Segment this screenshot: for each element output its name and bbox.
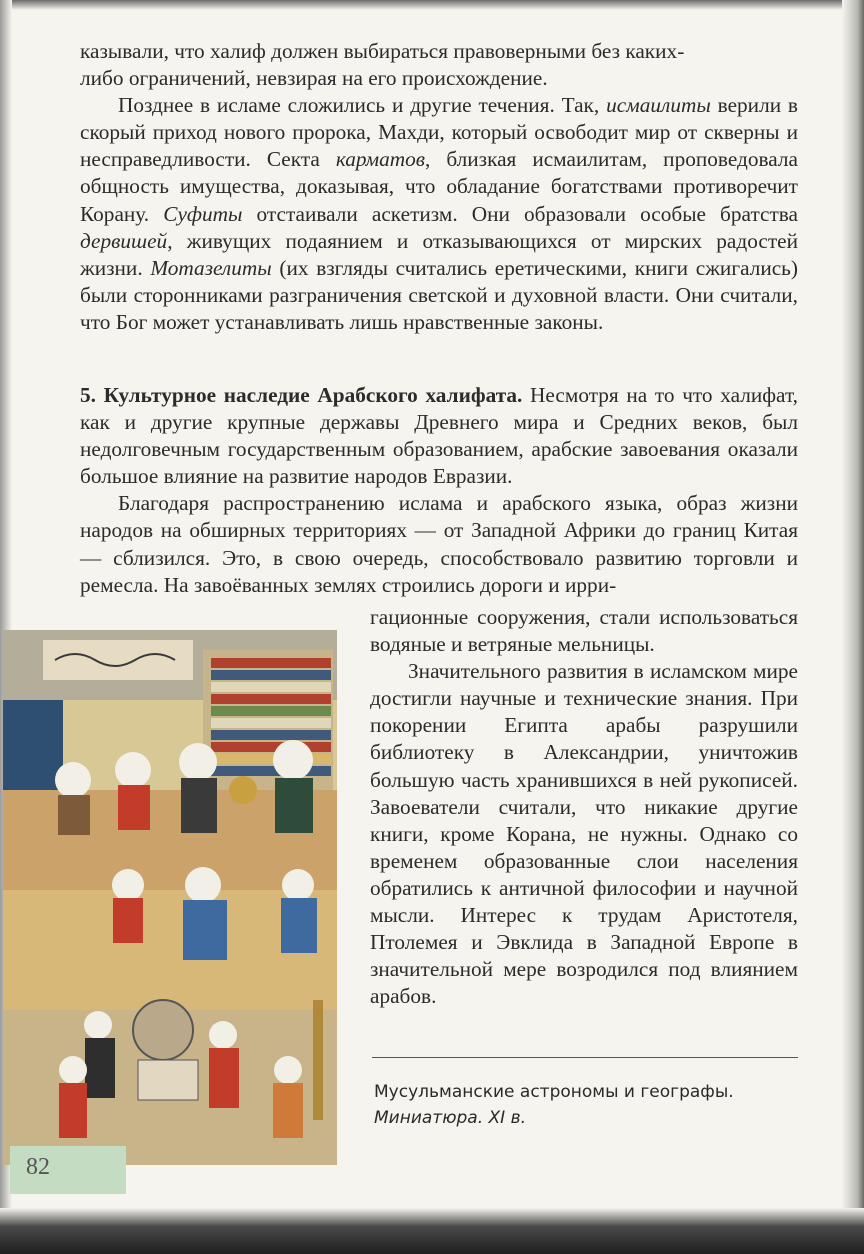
figure-caption [374, 1079, 804, 1131]
text-run: верили в скорый приход нового пророка, Махди, который освободит мир от скверны и несправедливости. Секта [80, 93, 798, 172]
text-run: , близкая исмаилитам, проповедовала общность имущества, доказывая, что обладание богатствами противоречит Корану. [80, 147, 798, 226]
scan-edge-top [0, 0, 864, 10]
line: либо ограничений, невзирая на его происхождение. [80, 66, 548, 91]
text-block-section5 [80, 382, 798, 599]
paragraph-spread-of-islam: Благодаря распространению ислама и арабского языка, образ жизни народов на обширных территориях — от Западной Африки до границ Китая — сблизился. Это, в свою очередь, способствовало развитию торговли и ремесла. На завоёванных землях строились дороги и ирри- [80, 491, 798, 597]
term-mutazilites: Мотазелиты [150, 255, 272, 280]
text-run: (их взгляды считались еретическими, книги сжигались) были сторонниками разграничения светской и духовной власти. Они считали, что Бог может устанавливать лишь нравственные законы. [80, 255, 798, 334]
scan-edge-right [842, 0, 864, 1254]
term-dervishes: дервишей [80, 228, 168, 253]
miniature-illustration [3, 630, 337, 1165]
paragraph-irrigation-end: гационные сооружения, стали использоваться водяные и ветряные мельницы. [370, 605, 798, 657]
scan-edge-bottom [0, 1208, 864, 1254]
page-number: 82 [26, 1154, 50, 1180]
text-run: Позднее в исламе сложились и другие течения. Так, [118, 93, 607, 118]
term-ismailis: исмаилиты [606, 93, 711, 118]
term-sufis: Суфиты [163, 201, 243, 226]
caption-divider [372, 1057, 798, 1058]
paragraph-science: Значительного развития в исламском мире достигли научные и технические знания. При покорении Египта арабы разрушили библиотеку в Александрии, уничтожив большую часть хранившихся в ней рукописей. Завоеватели считали, что никакие другие книги, кроме Корана, не нужны. Однако со временем образованные слои населения обратились к античной философии и научной мысли. Интерес к трудам Аристотеля, Птолемея и Эвклида в Западной Европе в значительной мере возродился под влиянием арабов. [370, 659, 798, 1009]
text-run: , живущих подаянием и отказывающихся от мирских радостей жизни. [80, 228, 798, 280]
paragraph-caliph-election [80, 38, 798, 92]
term-karmats: карматов [335, 147, 426, 172]
text-block-top [80, 38, 798, 336]
caption-title: Мусульманские астрономы и географы. [374, 1082, 734, 1102]
text-run: отстаивали аскетизм. Они образовали особые братства [242, 201, 798, 226]
astronomers-miniature-image [3, 630, 337, 1165]
section-text: Несмотря на то что халифат, как и другие крупные державы Древнего мира и Средних веков, был недолговечным государственным образованием, арабские завоевания оказали большое влияние на развитие народов Евразии. [80, 383, 798, 489]
text-block-right-column [370, 604, 798, 1010]
line: казывали, что халиф должен выбираться правоверными без каких- [80, 39, 685, 63]
section-heading: 5. Культурное наследие Арабского халифата. [80, 383, 523, 407]
caption-subtitle: Миниатюра. XI в. [374, 1108, 527, 1128]
page-number-badge [10, 1146, 126, 1194]
section-5-paragraph [80, 382, 798, 490]
paragraph-islamic-movements [80, 92, 798, 336]
